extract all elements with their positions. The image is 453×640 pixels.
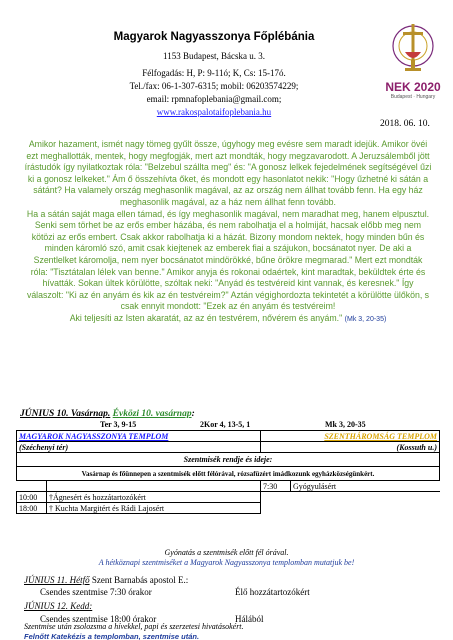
gospel-paragraph-1: Amikor hazament, ismét nagy tömeg gyűlt össze, úgyhogy meg evésre sem maradt idejük. Amikor övéi ezt meghallották, mentek, hogy megfogják, mert azt mondták, hogy megzavarodott. A Jeruzsálemből jött írástudók így nyilatkoztak róla: "Belzebul szállta meg" és: "A gonosz lelkek fejedelmének segítségével űzi ki a gonosz lelkeket." Ám ő összehívta őket, és mondott egy hasonlatot nekik: "Hogy űzhetné ki sátán a sátánt? Ha valamely ország meghasonlik magával, az az ország nem állhat tovább fenn. Ha egy ház meghasonlik magával, az a ház nem állhat fenn tovább. [24, 139, 432, 207]
mass-schedule-table [16, 430, 440, 514]
weekday-date: JÚNIUS 12. Kedd: [24, 601, 93, 611]
office-hours: Félfogadás: H, P: 9-11ó; K, Cs: 15-17ó. [142, 68, 286, 78]
reading-gospel: Mk 3, 20-35 [325, 420, 366, 429]
after-mass-note: Szentmise után zsolozsma a hívekkel, papi és szerzetesi hivatásokért. [24, 622, 244, 631]
weekday-mass: Csendes szentmise 18:00 órakor [40, 614, 157, 624]
mass-time: 10:00 [17, 492, 47, 503]
mass-time-right: 7:30 [261, 481, 291, 492]
cross-chalice-icon [378, 22, 448, 82]
table-row [17, 431, 440, 442]
mass-intention: † Kuchta Margitért és Rádi Lajosért [47, 503, 261, 514]
catechesis-note: Felnőtt Katekézis a templomban, szentmise után. [24, 632, 200, 640]
parish-address: 1153 Budapest, Bácska u. 3. [163, 51, 265, 61]
nek-2020-logo [378, 22, 448, 102]
mass-intention-right [291, 503, 440, 514]
logo-title: NEK 2020 [385, 80, 441, 94]
church-right-place: (Kossuth u.) [261, 442, 440, 453]
email-line: email: rpmnafoplebania@gmail.com; [146, 94, 282, 104]
weekday-heading [24, 575, 188, 585]
gospel-reference: (Mk 3, 20-35) [344, 315, 387, 323]
reading-second: 2Kor 4, 13-5, 1 [200, 420, 251, 429]
weekday-intention: Élő hozzátartozókért [235, 587, 310, 597]
sunday-date: JÚNIUS 10. Vasárnap. [20, 409, 111, 419]
confession-note: Gyónatás a szentmisék előtt fél órával. [164, 548, 289, 557]
table-row [17, 442, 440, 453]
mass-intention-right: Gyógyulásért [291, 481, 440, 492]
sunday-heading: JÚNIUS 10. Vasárnap. Évközi 10. vasárnap: [20, 409, 195, 419]
table-row [17, 467, 440, 481]
weekday-notice: A hétköznapi szentmiséket a Magyarok Nagyasszonya templomban mutatjuk be! [98, 558, 355, 567]
weekday-saint: Szent Barnabás apostol E.: [89, 575, 189, 585]
gospel-paragraph-3: Aki teljesíti az Isten akaratát, az az én testvérem, nővérem és anyám." [69, 312, 343, 323]
table-row [17, 492, 440, 503]
table-row [17, 481, 440, 492]
mass-time [17, 481, 47, 492]
adoration-note: Vasárnap és főünnepen a szentmisék előtt félórával, rózsafüzért imádkozunk egyházközségünkért. [17, 467, 440, 481]
website-link[interactable]: www.rakospalotaifoplebania.hu [156, 107, 272, 117]
mass-intention-right [291, 492, 440, 503]
table-row [17, 503, 440, 514]
mass-intention [47, 481, 261, 492]
phone-line: Tel./fax: 06-1-307-6315; mobil: 06203574229; [129, 81, 299, 91]
mass-time: 18:00 [17, 503, 47, 514]
weekday-intention: Hálából [235, 614, 264, 624]
mass-time-right [261, 492, 291, 503]
logo-subtitle: Budapest · Hungary [390, 94, 436, 100]
mass-intention: †Ágnesért és hozzátartozókért [47, 492, 261, 503]
weekday-heading [24, 601, 92, 611]
parish-title: Magyarok Nagyasszonya Főplébánia [113, 31, 315, 43]
mass-order-title: Szentmisék rendje és ideje: [17, 453, 440, 467]
parish-header [0, 0, 453, 130]
mass-time-right [261, 503, 291, 514]
weekday-date: JÚNIUS 11. Hétfő [24, 575, 90, 585]
table-row [17, 453, 440, 467]
church-left-place: (Széchenyi tér) [17, 442, 261, 453]
reading-first: Ter 3, 9-15 [100, 420, 137, 429]
bulletin-date: 2018. 06. 10. [380, 119, 430, 129]
church-left-name: MAGYAROK NAGYASSZONYA TEMPLOM [17, 431, 261, 442]
weekday-mass: Csendes szentmise 7:30 órakor [40, 587, 152, 597]
church-right-name: SZENTHÁROMSÁG TEMPLOM [261, 431, 440, 442]
gospel-text [24, 139, 432, 326]
gospel-paragraph-2: Ha a sátán saját maga ellen támad, és így meghasonlik magával, nem maradhat meg, hanem elpusztul. Senki sem törhet be az erős ember házába, és nem rabolhatja el a holmiját, hacsak előbb meg nem kötözi az erős embert. Csak akkor rabolhatja ki a házát. Bizony mondom nektek, hogy minden bűn és minden káromló szó, amit csak kiejtenek az emberek fiai a szájukon, bocsánatot nyer. De aki a Szentlelket káromolja, nem nyer bocsánatot mindörökké, bűne örökre megmarad." Mert ezt mondták róla: "Tisztátalan lélek van benne." Amikor anyja és rokonai odaértek, kint maradtak, beküldtek érte és hívatták. Sokan ültek körülötte, szóltak neki: "Anyád és testvéreid kint vannak, és keresnek." Így válaszolt: "Ki az én anyám és kik az én testvéreim?" Aztán végighordozta tekintetét a körülötte ülőkön, s csak ennyit mondott: "Ezek az én anyám és testvéreim! [26, 208, 430, 312]
sunday-name: Évközi 10. vasárnap [112, 409, 192, 419]
